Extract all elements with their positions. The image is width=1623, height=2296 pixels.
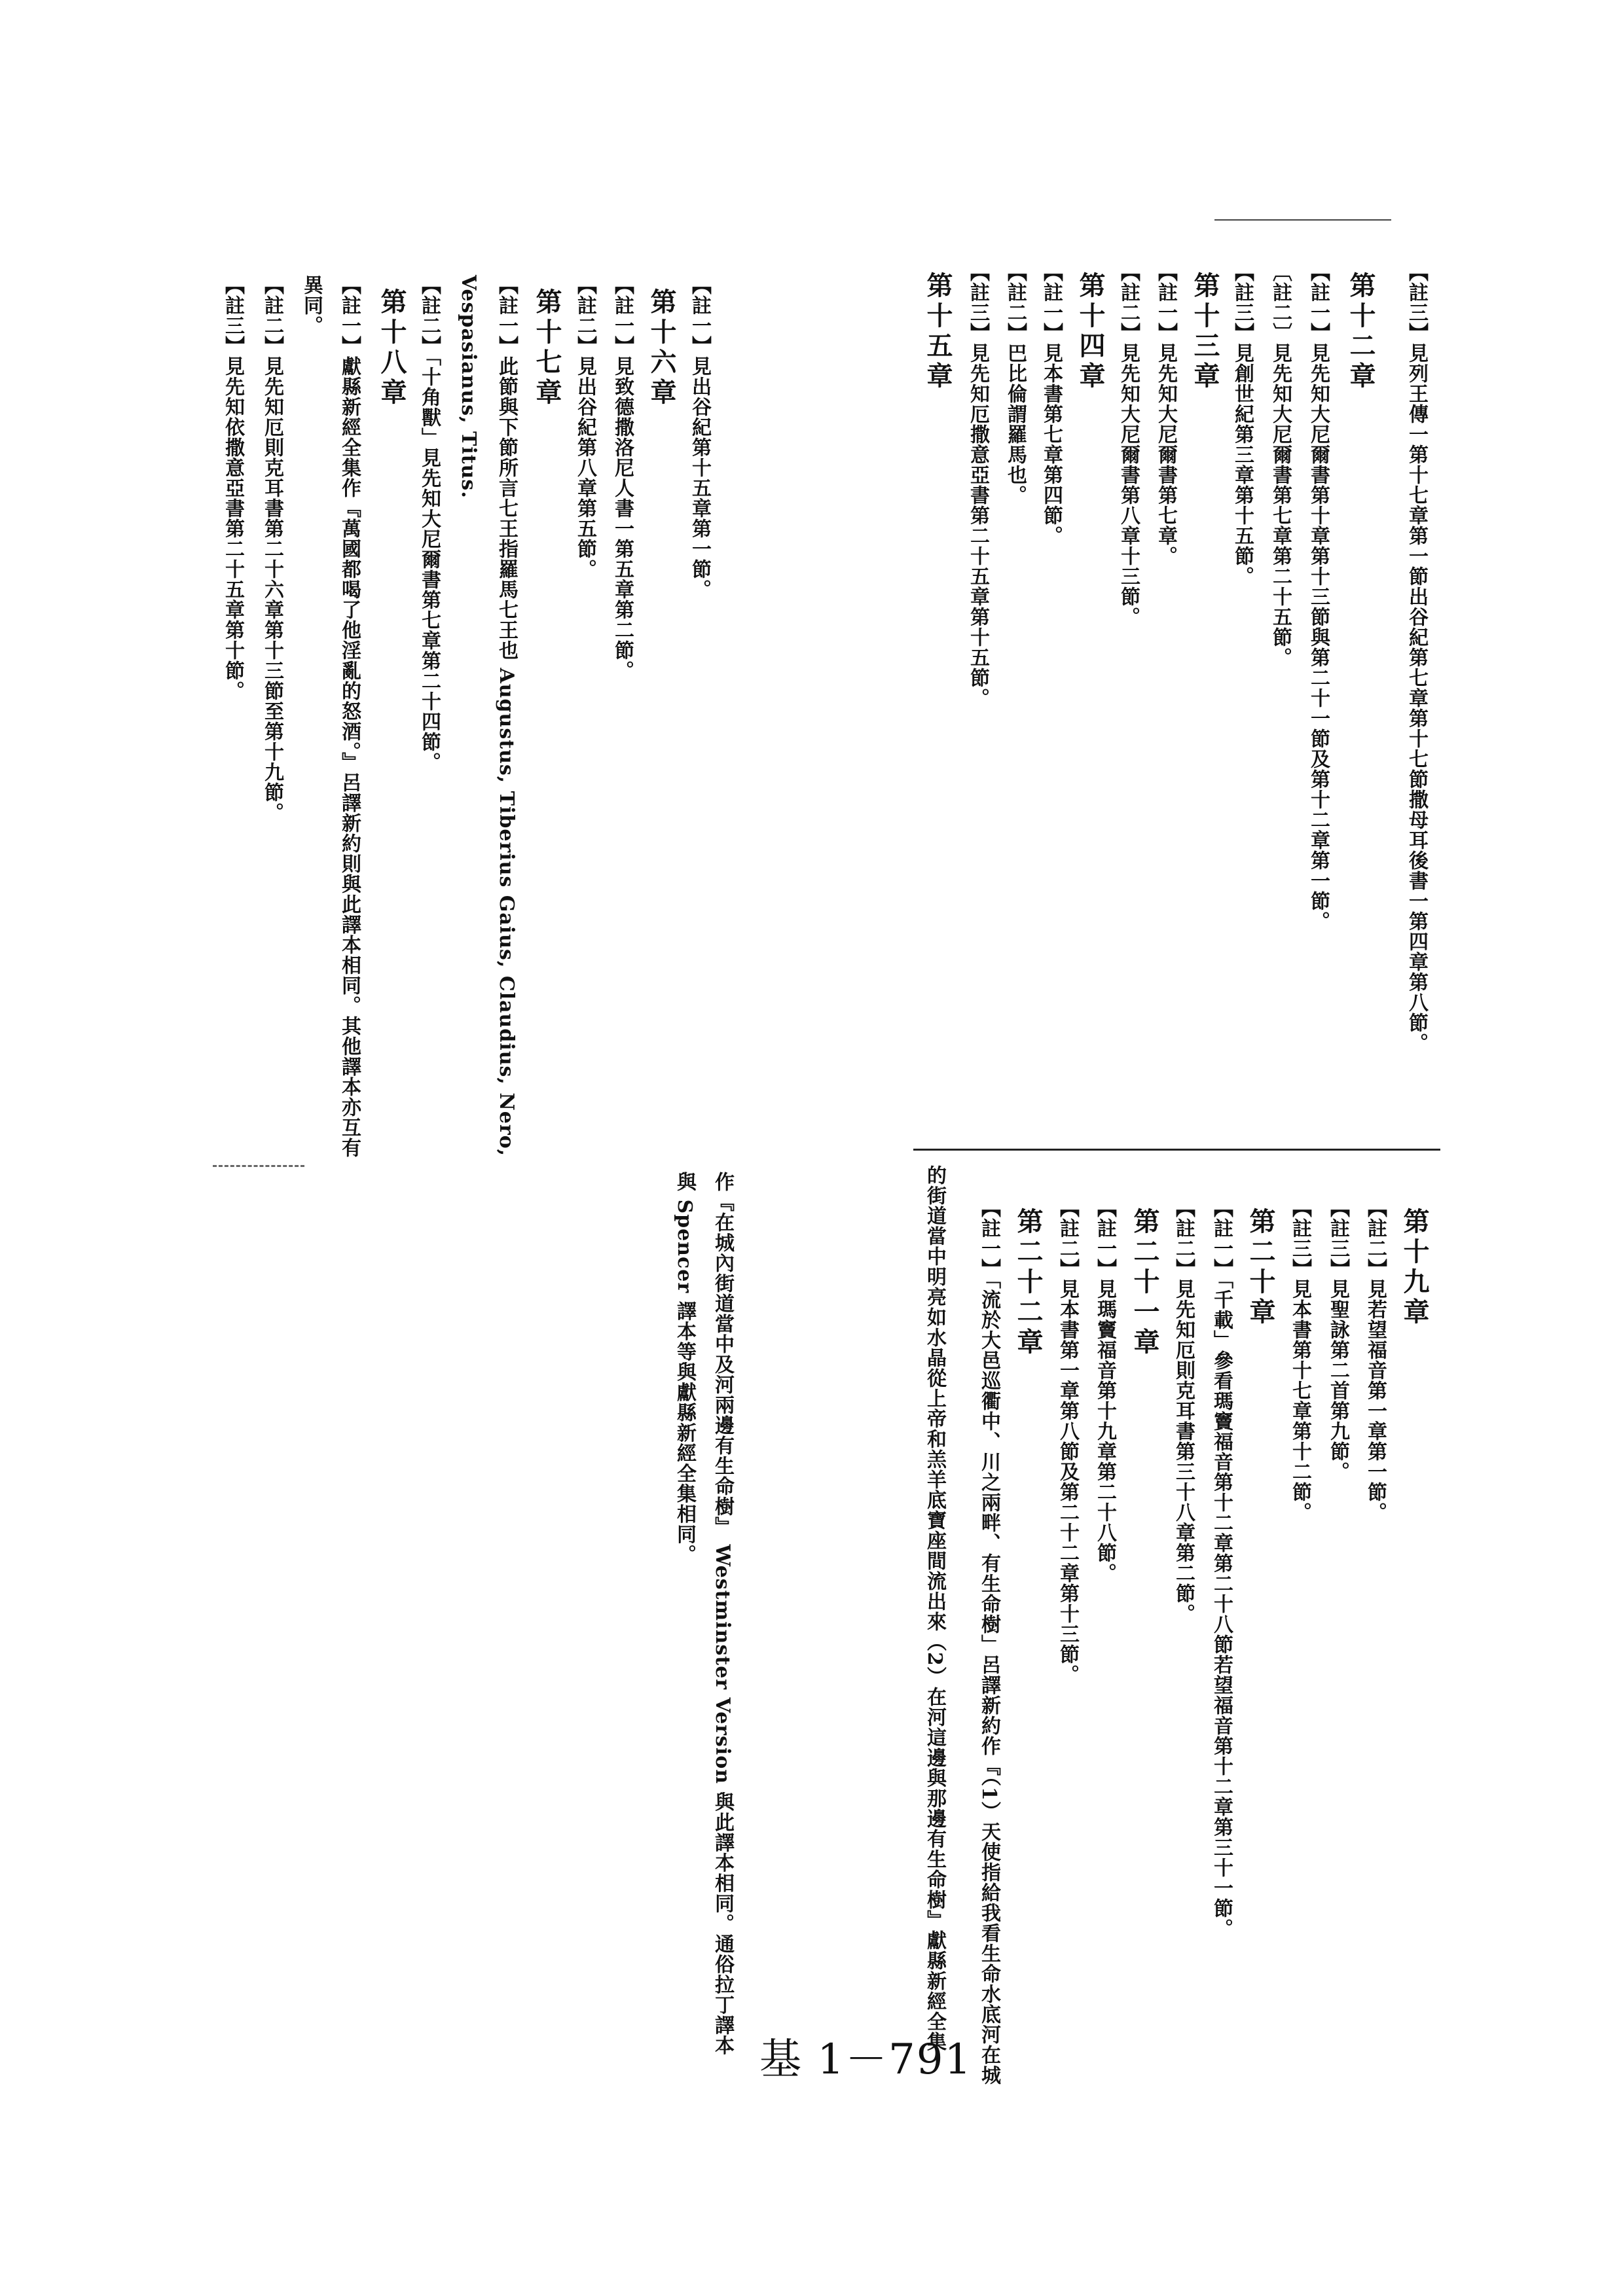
note-column: 【註二】見先知大尼爾書第八章十三節。 [1117,262,1140,627]
middle-left-dashes [213,1165,304,1167]
chapter-heading: 第十三章 [1190,272,1220,392]
chapter-heading: 第二十二章 [1013,1208,1044,1358]
note-column: 【註一】獻縣新經全集作『萬國都喝了他淫亂的怒酒。』呂譯新約則與此譯本相同。其他譯本亦互有 [338,275,361,1158]
chapter-heading: 第十八章 [376,288,407,408]
note-column: 【註一】見本書第七章第四節。 [1040,262,1063,546]
note-column: 作『在城內街道當中及河兩邊有生命樹』 Westminster Version 與此譯本相同。通俗拉丁譯本 [711,1172,734,2056]
note-column: 【註二】見若望福音第一章第一節。 [1364,1198,1387,1522]
note-column: 【註二】見先知厄則克耳書第三十八章第二節。 [1172,1198,1195,1624]
note-column: 【註一】「流於大邑巡衢中、川之兩畔、有生命樹」呂譯新約作『（1）天使指給我看生命水底河在城 [977,1198,1000,2085]
note-column: 【註三】見先知厄撒意亞書第二十五章第十五節。 [966,262,989,708]
note-column: 【註二】見出谷紀第八章第五節。 [574,275,596,579]
note-column: 【註三】見本書第十七章第十二節。 [1288,1198,1311,1522]
chapter-heading: 第十五章 [922,272,953,392]
note-column: 【註二】巴比倫謂羅馬也。 [1004,262,1027,505]
note-column: 〔註二〕見先知大尼爾書第七章第二十五節。 [1269,262,1292,668]
chapter-heading: 第十九章 [1399,1208,1430,1328]
note-column: 的街道當中明亮如水晶從上帝和羔羊底寶座間流出來（2）在河這邊與那邊有生命樹』獻縣新經全集 [923,1165,946,2052]
chapter-heading: 第十七章 [532,288,562,408]
note-column: 【註二】「十角獸」見先知大尼爾書第七章第二十四節。 [418,275,441,772]
note-column: 【註三】見先知依撒意亞書第二十五章第十節。 [221,275,244,701]
note-column: 【註三】見創世紀第三章第十五節。 [1231,262,1254,586]
note-column: 【註一】見先知大尼爾書第十章第十三節與第二十一節及第十二章第一節。 [1307,262,1330,931]
note-column: 【註一】「千載」參看瑪竇福音第十二章第二十八節若望福音第十二章第三十一節。 [1210,1198,1233,1939]
note-column: 與 Spencer 譯本等與獻縣新經全集相同。 [673,1172,696,1565]
note-column: 【註一】見先知大尼爾書第七章。 [1154,262,1177,566]
note-column: 【註一】見致德撒洛尼人書一第五章第二節。 [611,275,634,681]
note-column: 【註二】見先知厄則克耳書第二十六章第十三節至第十九節。 [261,275,283,823]
chapter-heading: 第十六章 [646,288,677,408]
chapter-heading: 第二十章 [1245,1208,1276,1328]
chapter-heading: 第二十一章 [1129,1208,1160,1358]
middle-right-rule [913,1149,1440,1151]
note-column: 【註一】見出谷紀第十五章第一節。 [688,275,711,600]
chapter-heading: 第十二章 [1345,272,1376,392]
note-column: 【註三】見聖詠第二首第九節。 [1326,1198,1349,1482]
chapter-heading: 第十四章 [1075,272,1106,392]
note-column: 【註一】見瑪竇福音第十九章第二十八節。 [1093,1198,1116,1583]
page-number: 基 1－791 [759,2036,973,2084]
note-column: 【註三】見列王傳一第十七章第一節出谷紀第七章第十七節撒母耳後書一第四章第八節。 [1405,262,1428,1053]
note-column: 【註一】此節與下節所言七王指羅馬七王也 Augustus, Tiberius Gaius, Claudius, Nero, [495,275,518,1157]
top-right-rule [1214,219,1391,221]
note-column: 【註二】見本書第一章第八節及第二十二章第十三節。 [1056,1198,1079,1685]
note-column: Vespasianus, Titus. [457,275,480,499]
note-column: 異同。 [300,275,323,336]
